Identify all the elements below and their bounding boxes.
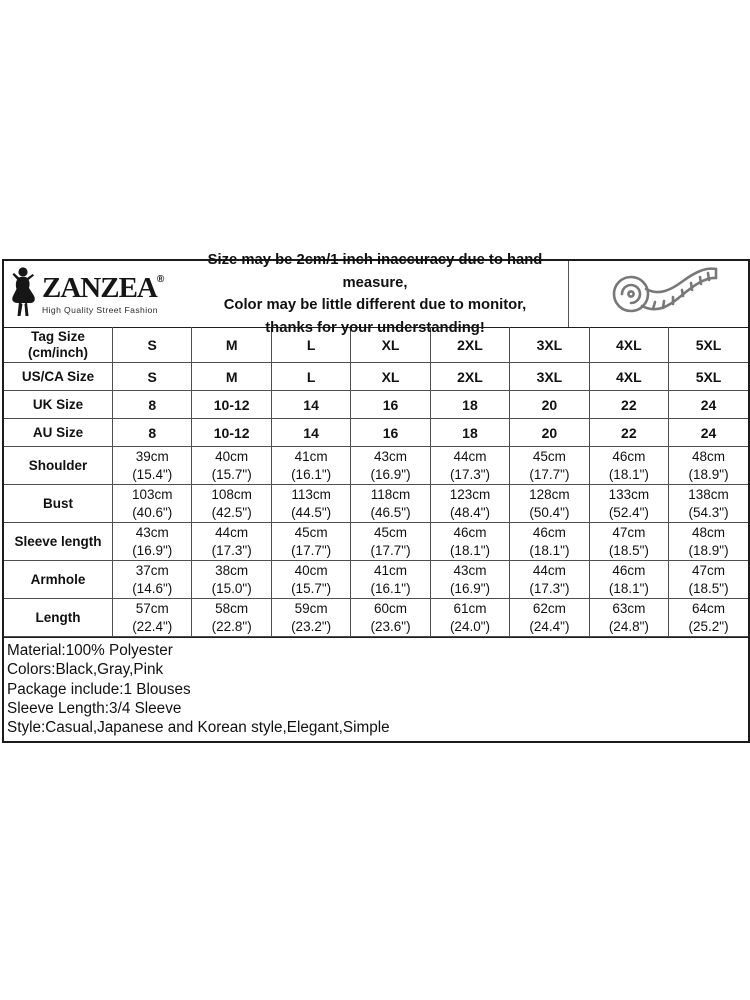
brand-logo [4,261,182,327]
measurement-cell: 103cm (40.6") [113,485,192,523]
disclaimer-text [182,252,568,336]
disclaimer-line: thanks for your understanding! [265,319,485,336]
size-cell: 8 [113,391,192,419]
size-table [4,327,748,637]
measurement-cell: 46cm (18.1") [510,523,589,561]
measurement-cell: 45cm (17.7") [271,523,350,561]
measurement-cell: 46cm (18.1") [430,523,509,561]
size-cell: 16 [351,391,430,419]
measurement-cell: 48cm (18.9") [669,523,748,561]
measurement-cell: 48cm (18.9") [669,447,748,485]
measurement-cell: 58cm (22.8") [192,599,271,637]
measurement-cell: 47cm (18.5") [589,523,668,561]
size-cell: L [271,328,350,363]
size-cell: 14 [271,419,350,447]
disclaimer-line: Color may be little different due to monitor, [223,297,527,313]
measurement-cell: 45cm (17.7") [510,447,589,485]
measurement-cell: 113cm (44.5") [271,485,350,523]
registered-mark: ® [156,273,165,285]
size-cell: 3XL [510,328,589,363]
brand-tagline: High Quality Street Fashion [42,304,158,315]
size-cell: 10-12 [192,419,271,447]
measurement-cell: 44cm (17.3") [430,447,509,485]
detail-line: Colors:Black,Gray,Pink [7,661,164,679]
row-label: Bust [4,485,113,523]
measurement-cell: 47cm (18.5") [669,561,748,599]
size-cell: 3XL [510,363,589,391]
measurement-cell: 41cm (16.1") [351,561,430,599]
measurement-cell: 123cm (48.4") [430,485,509,523]
size-cell: 22 [589,391,668,419]
row-label: Length [4,599,113,637]
detail-line: Package include:1 Blouses [7,680,191,698]
size-cell: 24 [669,391,748,419]
row-label: AU Size [4,419,113,447]
table-row [4,447,748,485]
row-label: US/CA Size [4,363,113,391]
size-cell: XL [351,363,430,391]
brand-name: ZANZEA [42,271,157,304]
size-cell: S [113,328,192,363]
row-label: Tag Size (cm/inch) [4,328,113,363]
measurement-cell: 43cm (16.9") [113,523,192,561]
size-cell: 20 [510,391,589,419]
measurement-cell: 40cm (15.7") [271,561,350,599]
table-row [4,599,748,637]
measurement-cell: 45cm (17.7") [351,523,430,561]
size-cell: S [113,363,192,391]
row-label: Armhole [4,561,113,599]
size-cell: 2XL [430,328,509,363]
logo-text [42,271,165,315]
measuring-tape-icon [595,264,723,325]
size-cell: XL [351,328,430,363]
size-cell: 18 [430,391,509,419]
size-cell: 4XL [589,328,668,363]
measurement-cell: 41cm (16.1") [271,447,350,485]
row-label: Shoulder [4,447,113,485]
size-table-body [4,328,748,637]
table-row [4,391,748,419]
detail-line: Material:100% Polyester [7,642,173,659]
disclaimer-line: Size may be 2cm/1 inch inaccuracy due to hand measure, [207,252,543,291]
measurement-cell: 64cm (25.2") [669,599,748,637]
measurement-cell: 46cm (18.1") [589,447,668,485]
measurement-cell: 128cm (50.4") [510,485,589,523]
size-cell: 24 [669,419,748,447]
size-cell: 14 [271,391,350,419]
size-cell: 5XL [669,363,748,391]
measurement-cell: 57cm (22.4") [113,599,192,637]
size-cell: 20 [510,419,589,447]
size-cell: L [271,363,350,391]
row-label: UK Size [4,391,113,419]
size-cell: 22 [589,419,668,447]
detail-line: Sleeve Length:3/4 Sleeve [7,699,182,717]
table-row [4,523,748,561]
measurement-cell: 37cm (14.6") [113,561,192,599]
size-cell: 16 [351,419,430,447]
tape-icon-cell [568,261,748,327]
measurement-cell: 61cm (24.0") [430,599,509,637]
measurement-cell: 43cm (16.9") [351,447,430,485]
size-cell: M [192,363,271,391]
woman-silhouette-icon [10,266,40,323]
header [4,252,748,336]
table-row [4,419,748,447]
measurement-cell: 40cm (15.7") [192,447,271,485]
size-cell: 4XL [589,363,668,391]
size-chart-sheet [2,252,750,743]
measurement-cell: 44cm (17.3") [192,523,271,561]
measurement-cell: 44cm (17.3") [510,561,589,599]
measurement-cell: 46cm (18.1") [589,561,668,599]
measurement-cell: 62cm (24.4") [510,599,589,637]
measurement-cell: 118cm (46.5") [351,485,430,523]
detail-line: Style:Casual,Japanese and Korean style,Elegant,Simple [7,719,390,737]
row-label: Sleeve length [4,523,113,561]
size-cell: 2XL [430,363,509,391]
size-cell: 5XL [669,328,748,363]
measurement-cell: 38cm (15.0") [192,561,271,599]
measurement-cell: 39cm (15.4") [113,447,192,485]
measurement-cell: 43cm (16.9") [430,561,509,599]
table-row [4,363,748,391]
size-cell: 8 [113,419,192,447]
table-row [4,485,748,523]
measurement-cell: 63cm (24.8") [589,599,668,637]
product-details [4,637,748,741]
measurement-cell: 138cm (54.3") [669,485,748,523]
measurement-cell: 59cm (23.2") [271,599,350,637]
measurement-cell: 133cm (52.4") [589,485,668,523]
size-cell: 18 [430,419,509,447]
size-cell: 10-12 [192,391,271,419]
table-row [4,561,748,599]
size-cell: M [192,328,271,363]
measurement-cell: 108cm (42.5") [192,485,271,523]
measurement-cell: 60cm (23.6") [351,599,430,637]
